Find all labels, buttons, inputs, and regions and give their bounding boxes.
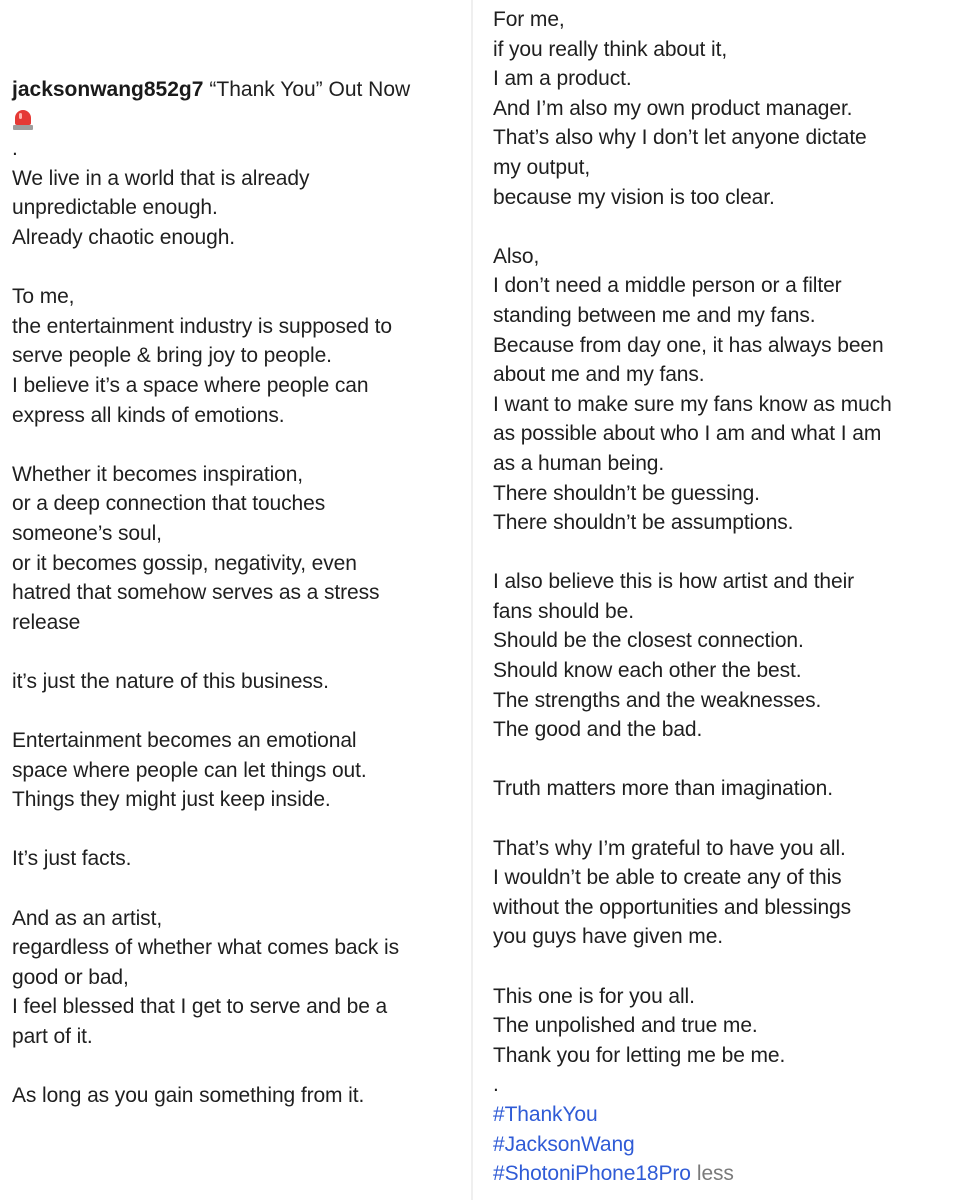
- left-caption-lines: [12, 134, 470, 1111]
- caption-line: .: [493, 1073, 499, 1097]
- caption-line: There shouldn’t be guessing.: [493, 481, 760, 505]
- caption-line: it’s just the nature of this business.: [12, 669, 329, 693]
- paragraph-gap: [12, 874, 470, 904]
- hashtag-link[interactable]: #ShotoniPhone18Pro: [493, 1162, 691, 1186]
- caption-line: Also,: [493, 244, 540, 268]
- username-link[interactable]: jacksonwang852g7: [12, 78, 204, 101]
- caption-line: It’s just facts.: [12, 847, 132, 871]
- paragraph-gap: [12, 637, 470, 667]
- post-title: “Thank You” Out Now: [209, 78, 411, 101]
- caption-line: I feel blessed that I get to serve and be a: [12, 995, 388, 1019]
- paragraph-gap: [493, 538, 943, 568]
- hashtag-link[interactable]: #JacksonWang: [493, 1132, 635, 1156]
- caption-line: That’s why I’m grateful to have you all.: [493, 836, 846, 860]
- caption-line: That’s also why I don’t let anyone dictate: [493, 126, 867, 150]
- caption-line: release: [12, 610, 81, 634]
- hashtag-line: [493, 1100, 943, 1130]
- caption-line: as a human being.: [493, 451, 665, 475]
- caption-line: The unpolished and true me.: [493, 1014, 758, 1038]
- caption-line: express all kinds of emotions.: [12, 403, 285, 427]
- caption-line: hatred that somehow serves as a stress: [12, 581, 380, 605]
- caption-line: space where people can let things out.: [12, 758, 367, 782]
- caption-line: good or bad,: [12, 965, 129, 989]
- caption-line: The good and the bad.: [493, 718, 703, 742]
- caption-line: my output,: [493, 155, 591, 179]
- caption-line: We live in a world that is already: [12, 166, 310, 190]
- caption-line: And as an artist,: [12, 906, 163, 930]
- caption-line: or a deep connection that touches: [12, 492, 326, 516]
- caption-line: because my vision is too clear.: [493, 185, 775, 209]
- caption-line: serve people & bring joy to people.: [12, 344, 332, 368]
- siren-icon: [12, 109, 34, 131]
- hashtag-line: [493, 1130, 943, 1160]
- caption-right-column: [493, 0, 943, 1189]
- caption-line: Entertainment becomes an emotional: [12, 729, 357, 753]
- caption-line: regardless of whether what comes back is: [12, 936, 400, 960]
- caption-line: Already chaotic enough.: [12, 225, 236, 249]
- caption-line: As long as you gain something from it.: [12, 1084, 365, 1108]
- caption-line: .: [12, 137, 18, 161]
- caption-line: Should know each other the best.: [493, 659, 802, 683]
- caption-line: as possible about who I am and what I am: [493, 422, 882, 446]
- caption-line: And I’m also my own product manager.: [493, 96, 853, 120]
- paragraph-gap: [493, 212, 943, 242]
- caption-line: I am a product.: [493, 67, 632, 91]
- hashtag-link[interactable]: #ThankYou: [493, 1102, 598, 1126]
- caption-line: This one is for you all.: [493, 984, 695, 1008]
- paragraph-gap: [12, 253, 470, 283]
- caption-line: I also believe this is how artist and their: [493, 570, 855, 594]
- caption-line: someone’s soul,: [12, 521, 162, 545]
- hashtag-line: [493, 1159, 943, 1189]
- caption-line: or it becomes gossip, negativity, even: [12, 551, 357, 575]
- caption-line: Whether it becomes inspiration,: [12, 462, 304, 486]
- caption-line: Should be the closest connection.: [493, 629, 804, 653]
- paragraph-gap: [12, 1052, 470, 1082]
- caption-line: Thank you for letting me be me.: [493, 1043, 786, 1067]
- caption-line: about me and my fans.: [493, 363, 705, 387]
- siren-line: [12, 105, 470, 135]
- caption-line: unpredictable enough.: [12, 196, 218, 220]
- caption-line: For me,: [493, 8, 565, 31]
- caption-line: part of it.: [12, 1025, 93, 1048]
- paragraph-gap: [12, 696, 470, 726]
- less-button[interactable]: less: [696, 1162, 734, 1186]
- caption-line: I wouldn’t be able to create any of this: [493, 866, 842, 890]
- column-divider: [471, 0, 473, 1200]
- caption-line: I want to make sure my fans know as much: [493, 392, 892, 416]
- caption-line: the entertainment industry is supposed to: [12, 314, 392, 338]
- caption-line: without the opportunities and blessings: [493, 895, 852, 919]
- caption-line: you guys have given me.: [493, 925, 724, 949]
- paragraph-gap: [493, 804, 943, 834]
- paragraph-gap: [493, 745, 943, 775]
- caption-line: Truth matters more than imagination.: [493, 777, 833, 801]
- caption-line: fans should be.: [493, 599, 634, 623]
- caption-header: [12, 75, 470, 105]
- caption-line: There shouldn’t be assumptions.: [493, 511, 794, 535]
- caption-line: To me,: [12, 285, 75, 309]
- paragraph-gap: [493, 952, 943, 982]
- caption-line: Things they might just keep inside.: [12, 788, 331, 812]
- paragraph-gap: [12, 815, 470, 845]
- caption-line: I believe it’s a space where people can: [12, 373, 369, 397]
- caption-line: The strengths and the weaknesses.: [493, 688, 822, 712]
- caption-line: standing between me and my fans.: [493, 303, 816, 327]
- caption-line: if you really think about it,: [493, 37, 728, 61]
- caption-line: Because from day one, it has always been: [493, 333, 884, 357]
- right-caption-lines: [493, 5, 943, 1100]
- caption-left-column: [12, 0, 470, 1111]
- paragraph-gap: [12, 430, 470, 460]
- caption-line: I don’t need a middle person or a filter: [493, 274, 842, 298]
